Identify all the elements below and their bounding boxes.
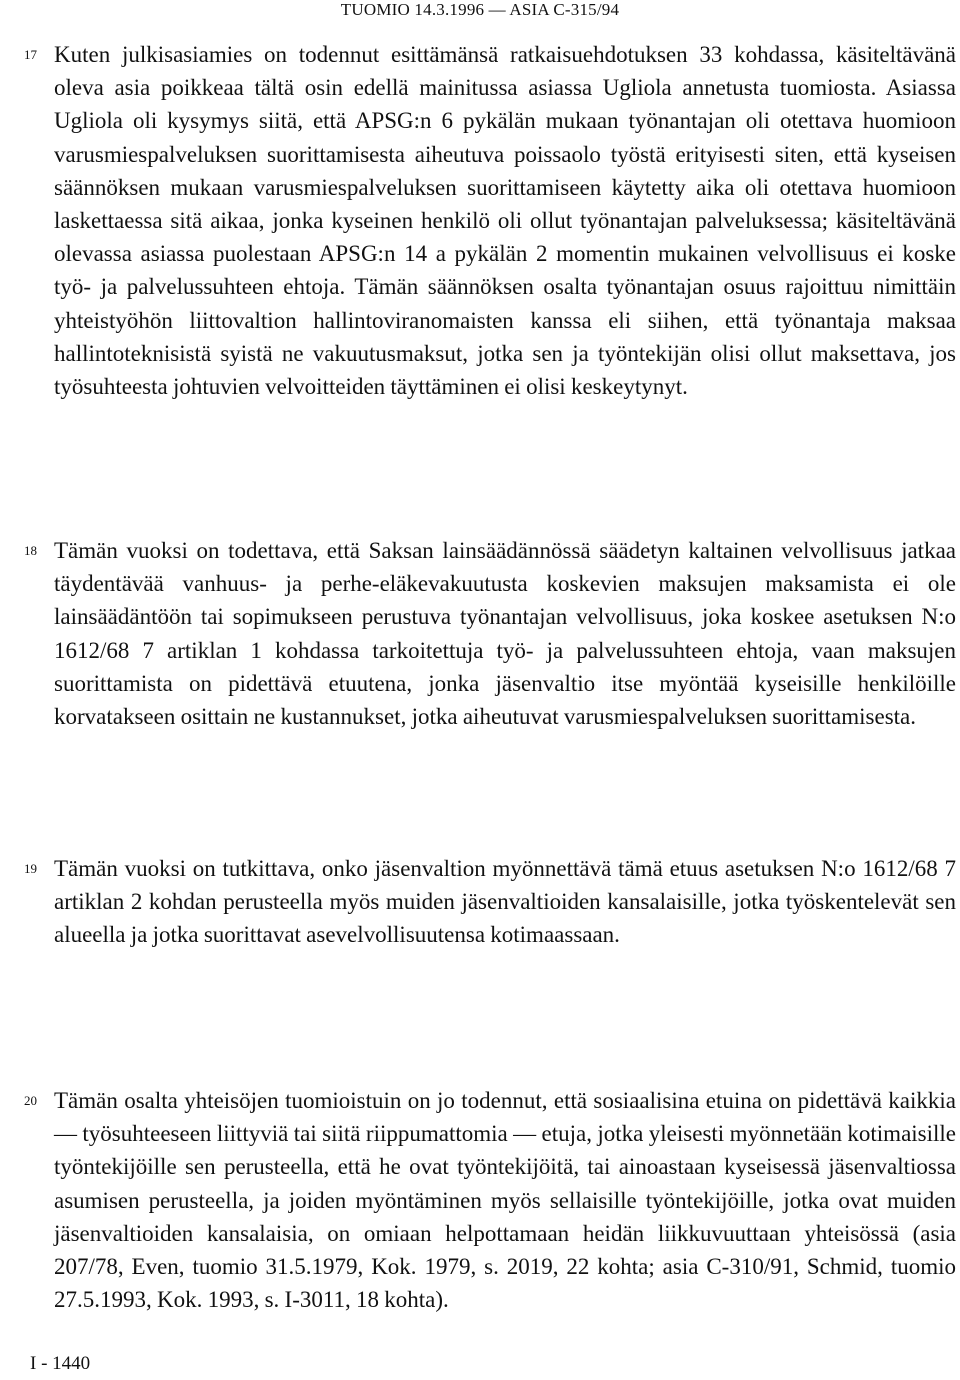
paragraph-text: Tämän vuoksi on todettava, että Saksan lainsäädännössä säädetyn kaltainen velvollisuus jatkaa täydentävää vanhuus- ja perhe-eläkevakuutusta koskevien maksujen maksamista ei ole lainsäädäntöön tai sopimukseen perustuva työnantajan velvollisuus, joka koskee asetuksen N:o 1612/68 7 artiklan 1 kohdassa tarkoitettuja työ- ja palvelussuhteen ehtoja, vaan maksujen suorittamista on pidettävä etuutena, jonka jäsenvaltio itse myöntää kyseisille henkilöille korvatakseen osittain ne kustannukset, jotka aiheutuvat varusmiespalveluksen suorittamisesta. [54, 538, 956, 730]
paragraph-number: 18 [24, 543, 37, 558]
paragraph-text: Kuten julkisasiamies on todennut esittämänsä ratkaisuehdotuksen 33 kohdassa, käsiteltävänä oleva asia poikkeaa tältä osin edellä mainitussa asiassa Ugliola annetusta tuomiosta. Asiassa Ugliola oli kysymys siitä, että APSG:n 6 pykälän mukaan työnantajan oli otettava huomioon varusmiespalveluksen suorittamisesta aiheutuva poissaolo työstä erityisesti siten, että kyseisen säännöksen mukaan varusmiespalveluksen suorittamiseen käytetty aika oli otettava huomioon laskettaessa sitä aikaa, jonka kyseinen henkilö oli ollut työnantajan palveluksessa; käsiteltävänä olevassa asiassa puolestaan APSG:n 14 a pykälän 2 momentin mukainen velvollisuus ei koske työ- ja palvelussuhteen ehtoja. Tämän säännöksen osalta työnantajan osuus rajoittuu nimittäin yhteistyöhön liittovaltion hallintoviranomaisten kanssa eli siihen, että työnantaja maksaa hallintoteknisistä syistä ne vakuutusmaksut, jotka sen ja työntekijän olisi ollut maksettava, jos työsuhteesta johtuvien velvoitteiden täyttäminen ei olisi keskeytynyt. [54, 42, 956, 400]
paragraph-text: Tämän osalta yhteisöjen tuomioistuin on jo todennut, että sosiaalisina etuina on pidettävä kaikkia — työsuhteeseen liittyviä tai siitä riippumattomia — etuja, jotka yleisesti myönnetään kotimaisille työntekijöille sen perusteella, että he ovat työntekijöitä, tai ainoastaan kyseisessä jäsenvaltiossa asumisen perusteella, ja joiden myöntäminen myös sellaisille työntekijöille, jotka ovat muiden jäsenvaltioiden kansalaisia, on omiaan helpottamaan heidän liikkuvuuttaan yhteisössä (asia 207/78, Even, tuomio 31.5.1979, Kok. 1979, s. 2019, 22 kohta; asia C-310/91, Schmid, tuomio 27.5.1993, Kok. 1993, s. I-3011, 18 kohta). [54, 1088, 956, 1313]
paragraph-number: 17 [24, 47, 37, 62]
page-number: I - 1440 [30, 1353, 91, 1374]
paragraph-number: 20 [24, 1093, 37, 1108]
paragraph-number: 19 [24, 861, 37, 876]
paragraph-text: Tämän vuoksi on tutkittava, onko jäsenvaltion myönnettävä tämä etuus asetuksen N:o 1612/68 7 artiklan 2 kohdan perusteella myös muiden jäsenvaltioiden kansalaisille, jotka työskentelevät sen alueella ja jotka suorittavat asevelvollisuutensa kotimaassaan. [54, 856, 956, 948]
running-header: TUOMIO 14.3.1996 — ASIA C-315/94 [340, 0, 620, 19]
